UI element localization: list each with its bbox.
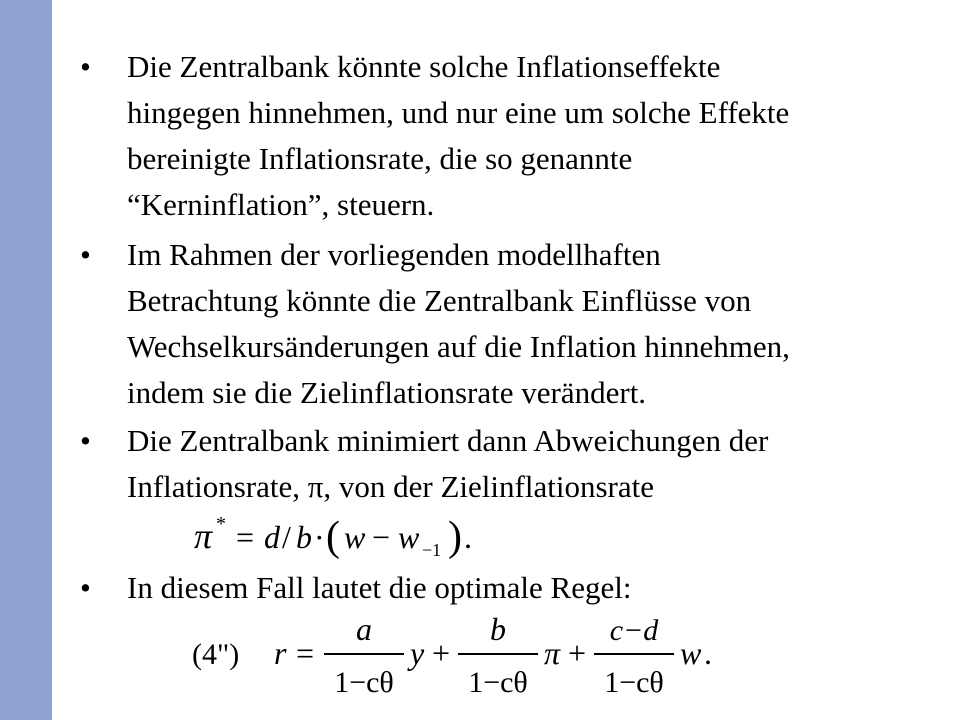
bullet-marker: •	[80, 423, 91, 458]
formula-minus: −	[372, 519, 391, 555]
formula-w2: w	[398, 519, 420, 555]
bullet-2-line-3: Wechselkursänderungen auf die Inflation hinnehmen,	[127, 329, 790, 364]
bullet-2-line-2: Betrachtung könnte die Zentralbank Einflüsse von	[127, 283, 752, 318]
bullet-3-line-2: Inflationsrate, π, von der Zielinflationsrate	[127, 469, 654, 504]
bullet-marker: •	[80, 570, 91, 605]
formula-rule-equals: =	[296, 635, 315, 671]
frac2-denominator: 1−cθ	[468, 666, 528, 699]
formula-w-rule: w	[680, 635, 702, 671]
formula-slash: /	[282, 519, 291, 555]
bullet-2-line-1: Im Rahmen der vorliegenden modellhaften	[127, 237, 661, 272]
bullet-2-line-4: indem sie die Zielinflationsrate verändert.	[127, 375, 647, 410]
formula-b: b	[296, 519, 312, 555]
formula-subscript: −1	[422, 540, 442, 560]
formula-r: r	[274, 635, 287, 671]
formula-rule-svg	[192, 612, 752, 712]
formula-equals: =	[236, 519, 255, 555]
bullet-4	[127, 565, 937, 611]
bullet-1-line-3: bereinigte Inflationsrate, die so genannte	[127, 141, 633, 176]
bullet-1-line-2: hingegen hinnehmen, und nur eine um solche Effekte	[127, 95, 790, 130]
formula-paren-open: (	[326, 514, 340, 560]
formula-paren-close: )	[448, 514, 462, 560]
frac3-numerator: c−d	[609, 614, 659, 647]
bullet-3	[127, 418, 937, 510]
frac1-denominator: 1−cθ	[334, 666, 394, 699]
formula-superscript: *	[216, 513, 226, 535]
formula-y: y	[410, 635, 425, 671]
formula-target-svg	[192, 508, 512, 558]
formula-dot: ·	[314, 519, 325, 555]
bullet-2	[127, 232, 937, 416]
formula-d: d	[264, 519, 280, 555]
frac3-denominator: 1−cθ	[604, 666, 664, 699]
formula-plus-2: +	[568, 635, 587, 671]
formula-optimal-rule	[192, 612, 752, 712]
bullet-4-line-1: In diesem Fall lautet die optimale Regel:	[127, 570, 632, 605]
formula-target-inflation	[192, 508, 512, 558]
formula-label: (4")	[192, 638, 240, 671]
formula-w: w	[344, 519, 366, 555]
bullet-1-line-4: “Kerninflation”, steuern.	[127, 187, 435, 222]
formula-period: .	[464, 519, 472, 555]
formula-pi-rule: π	[544, 635, 561, 671]
frac1-numerator: a	[356, 611, 372, 647]
bullet-marker: •	[80, 237, 91, 272]
bullet-marker: •	[80, 49, 91, 84]
formula-pi: π	[194, 516, 213, 556]
formula-plus-1: +	[432, 635, 451, 671]
bullet-1-line-1: Die Zentralbank könnte solche Inflationseffekte	[127, 49, 721, 84]
bullet-3-line-1: Die Zentralbank minimiert dann Abweichungen der	[127, 423, 769, 458]
formula-rule-period: .	[704, 635, 712, 671]
bullet-1	[127, 44, 937, 228]
frac2-numerator: b	[490, 611, 506, 647]
